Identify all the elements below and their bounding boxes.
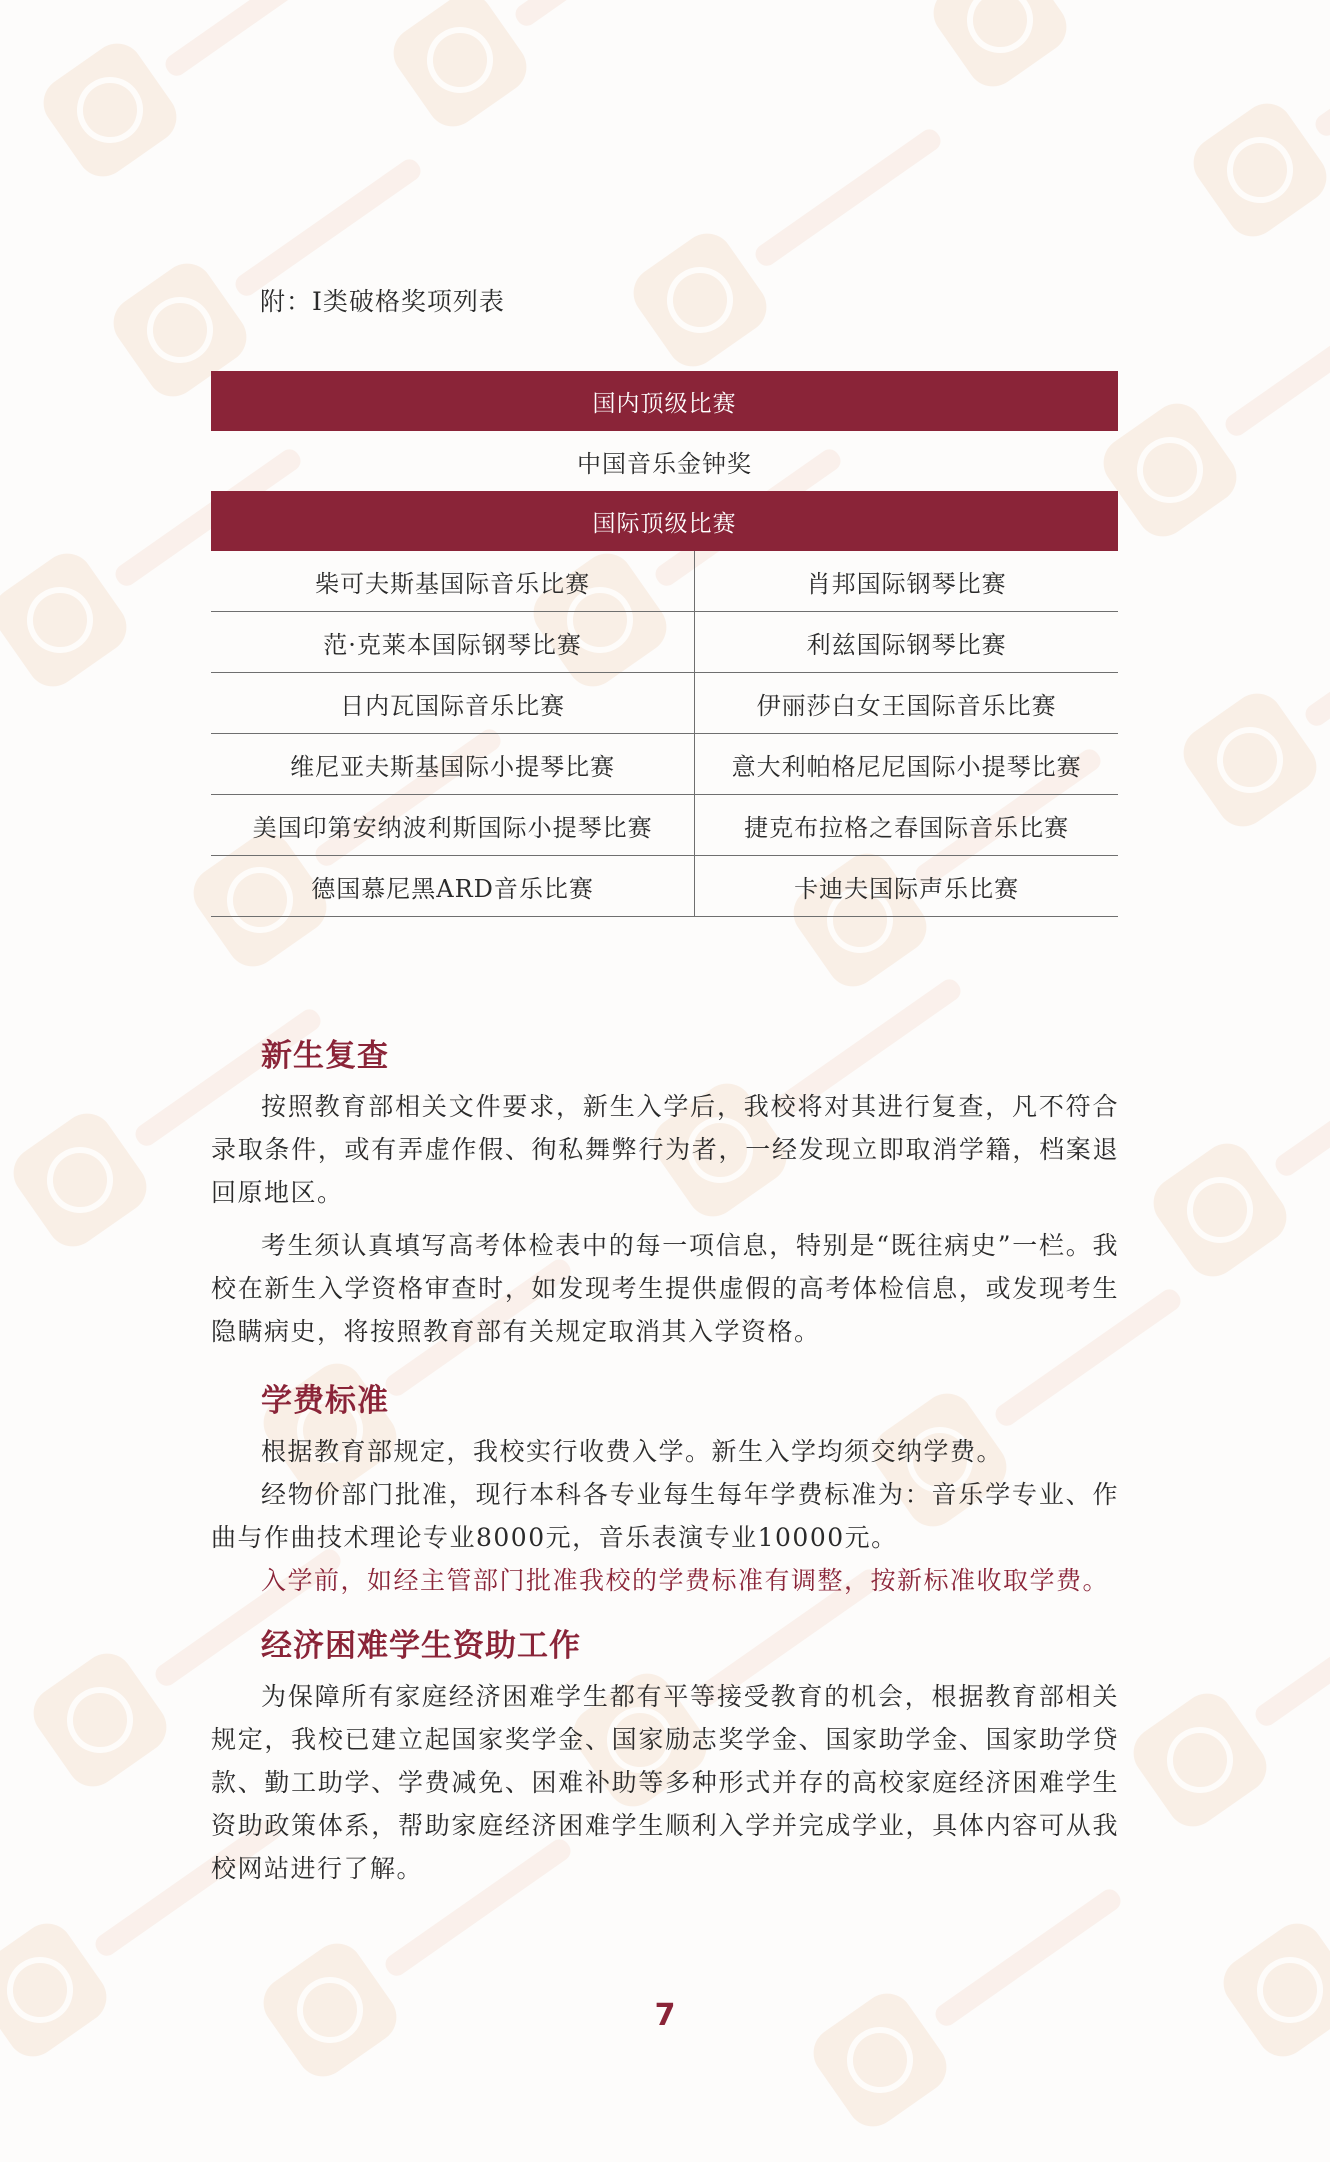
table-row [211, 612, 1118, 673]
paragraph: 为保障所有家庭经济困难学生都有平等接受教育的机会，根据教育部相关规定，我校已建立起国家奖学金、国家励志奖学金、国家助学金、国家助学贷款、勤工助学、学费减免、困难补助等多种形式并存的高校家庭经济困难学生资助政策体系，帮助家庭经济困难学生顺利入学并完成学业，具体内容可从我校网站进行了解。 [211, 1682, 1119, 1883]
international-header: 国际顶级比赛 [211, 491, 1118, 551]
table-caption: 附：I类破格奖项列表 [260, 287, 505, 316]
table-cell: 利兹国际钢琴比赛 [695, 612, 1118, 673]
domestic-item: 中国音乐金钟奖 [577, 449, 752, 478]
table-cell: 范·克莱本国际钢琴比赛 [211, 612, 695, 673]
table-cell: 美国印第安纳波利斯国际小提琴比赛 [211, 795, 695, 856]
section-title: 经济困难学生资助工作 [261, 1628, 581, 1664]
section-aid [211, 1620, 1119, 1900]
table-cell: 维尼亚夫斯基国际小提琴比赛 [211, 734, 695, 795]
table-row [211, 551, 1118, 612]
page-number: 7 [654, 1998, 676, 2033]
section-fees [211, 1375, 1119, 1612]
table-cell: 柴可夫斯基国际音乐比赛 [211, 551, 695, 612]
table-cell: 卡迪夫国际声乐比赛 [695, 856, 1118, 917]
paragraph: 按照教育部相关文件要求，新生入学后，我校将对其进行复查，凡不符合录取条件，或有弄虚作假、徇私舞弊行为者，一经发现立即取消学籍，档案退回原地区。 [211, 1092, 1119, 1207]
table-cell: 捷克布拉格之春国际音乐比赛 [695, 795, 1118, 856]
table-cell: 伊丽莎白女王国际音乐比赛 [695, 673, 1118, 734]
table-cell: 肖邦国际钢琴比赛 [695, 551, 1118, 612]
awards-table [211, 371, 1118, 917]
section-title: 新生复查 [261, 1038, 389, 1074]
table-row [211, 371, 1118, 431]
table-cell: 德国慕尼黑ARD音乐比赛 [211, 856, 695, 917]
fee-notice: 入学前，如经主管部门批准我校的学费标准有调整，按新标准收取学费。 [261, 1566, 1110, 1595]
section-title: 学费标准 [261, 1383, 389, 1419]
paragraph: 根据教育部规定，我校实行收费入学。新生入学均须交纳学费。 [261, 1437, 1004, 1466]
section-recheck [211, 1030, 1119, 1363]
table-row [211, 795, 1118, 856]
table-row [211, 734, 1118, 795]
paragraph: 经物价部门批准，现行本科各专业每生每年学费标准为：音乐学专业、作曲与作曲技术理论专业8000元，音乐表演专业10000元。 [211, 1480, 1119, 1552]
domestic-header: 国内顶级比赛 [211, 371, 1118, 431]
table-cell: 日内瓦国际音乐比赛 [211, 673, 695, 734]
table-row [211, 491, 1118, 551]
paragraph: 考生须认真填写高考体检表中的每一项信息，特别是“既往病史”一栏。我校在新生入学资格审查时，如发现考生提供虚假的高考体检信息，或发现考生隐瞒病史，将按照教育部有关规定取消其入学资格。 [211, 1231, 1119, 1346]
table-row [211, 856, 1118, 917]
table-cell: 意大利帕格尼尼国际小提琴比赛 [695, 734, 1118, 795]
table-row [211, 673, 1118, 734]
table-row [211, 431, 1118, 491]
